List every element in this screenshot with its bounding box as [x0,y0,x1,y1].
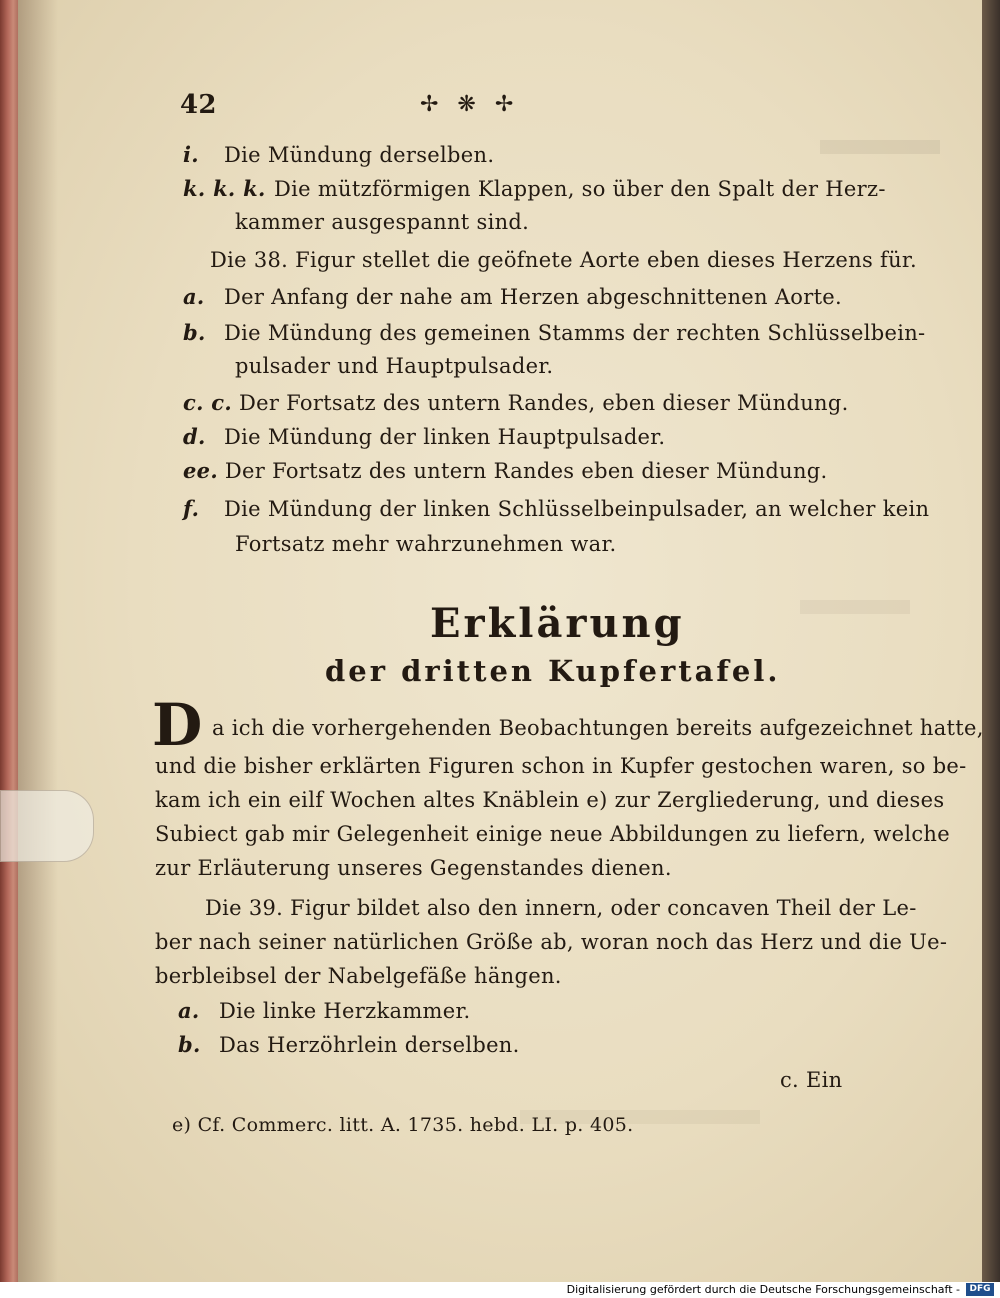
item-label: a. [183,284,205,309]
item-continuation: kammer ausgespannt sind. [235,210,530,234]
footnote: e) Cf. Commerc. litt. A. 1735. hebd. LI. p. 405. [172,1114,634,1136]
list-item [183,284,842,309]
list-item [183,458,828,483]
item-continuation: Fortsatz mehr wahrzunehmen war. [235,532,617,556]
item-label: a. [178,998,200,1023]
paragraph-line: kam ich ein eilf Wochen altes Knäblein e) zur Zergliederung, und dieses [155,788,945,812]
item-text: Das Herzöhrlein derselben. [218,1033,520,1057]
list-item [183,390,849,415]
page-tab-marker [0,790,94,862]
book-right-edge [982,0,1000,1282]
list-item [183,142,494,167]
list-item [183,496,929,521]
item-continuation: pulsader und Hauptpulsader. [235,354,554,378]
item-label: b. [183,320,206,345]
header-ornament: ✢ ❋ ✢ [420,92,520,117]
paragraph-line: a ich die vorhergehenden Beobachtungen bereits aufgezeichnet hatte, [212,716,984,740]
section-heading: Erklärung [430,600,685,647]
catchword: c. Ein [780,1068,843,1092]
item-text: Die Mündung der linken Hauptpulsader. [223,425,666,449]
item-label: b. [178,1032,201,1057]
list-item [178,1032,520,1057]
item-text: Der Fortsatz des untern Randes, eben dieser Mündung. [239,391,849,415]
item-label: k. k. k. [183,176,266,201]
drop-cap: D [152,691,203,759]
item-text: Die mützförmigen Klappen, so über den Spalt der Herz- [273,177,886,201]
item-text: Die Mündung der linken Schlüsselbeinpulsader, an welcher kein [223,497,930,521]
item-label: c. c. [183,390,233,415]
item-label: i. [183,142,199,167]
footer-credit: Digitalisierung gefördert durch die Deutsche Forschungsgemeinschaft - [566,1283,960,1296]
page-number: 42 [180,90,217,120]
item-label: f. [183,496,200,521]
section-subheading: der dritten Kupfertafel. [325,654,781,688]
gutter-shadow [18,0,58,1282]
paragraph-line: ber nach seiner natürlichen Größe ab, woran noch das Herz und die Ue- [155,930,948,954]
list-item [183,424,665,449]
list-item [183,320,925,345]
list-item [183,176,886,201]
dfg-logo-icon: DFG [966,1283,994,1296]
item-text: Die Mündung des gemeinen Stamms der rechten Schlüsselbein- [223,321,926,345]
item-text: Die Mündung derselben. [223,143,495,167]
paragraph-line: Die 39. Figur bildet also den innern, oder concaven Theil der Le- [205,896,917,920]
item-text: Der Anfang der nahe am Herzen abgeschnittenen Aorte. [223,285,843,309]
item-text: Der Fortsatz des untern Randes eben dieser Mündung. [224,459,828,483]
item-label: ee. [183,458,218,483]
item-label: d. [183,424,206,449]
paragraph-line: und die bisher erklärten Figuren schon in Kupfer gestochen waren, so be- [155,754,967,778]
paragraph-line: Subiect gab mir Gelegenheit einige neue Abbildungen zu liefern, welche [155,822,950,846]
paragraph-line: berbleibsel der Nabelgefäße hängen. [155,964,562,988]
item-text: Die linke Herzkammer. [218,999,471,1023]
list-item [178,998,470,1023]
paragraph-line: zur Erläuterung unseres Gegenstandes dienen. [155,856,672,880]
figure-38-intro: Die 38. Figur stellet die geöfnete Aorte eben dieses Herzens für. [210,248,917,272]
